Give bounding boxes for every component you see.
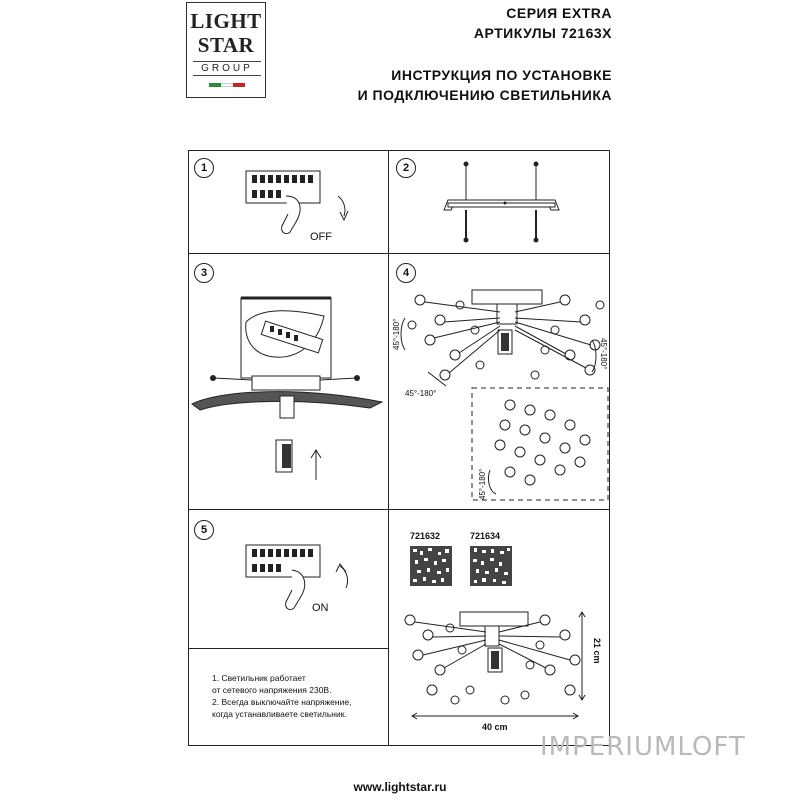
angle-label-right: 45°-180° [599,338,608,370]
width-dimension-label: 40 cm [482,722,508,732]
watermark: IMPERIUMLOFT [540,732,746,762]
title-line-1: ИНСТРУКЦИЯ ПО УСТАНОВКЕ [391,67,612,83]
step-2-badge: 2 [396,158,416,178]
logo-line-group: GROUP [193,61,261,76]
angle-label-bottom: 45°-180° [405,389,437,398]
note-line-3: 2. Всегда выключайте напряжение, [212,697,352,707]
step-3-badge: 3 [194,263,214,283]
article-code-2: 721634 [470,531,501,541]
logo-line-star: STAR [197,33,255,57]
step-4-badge: 4 [396,263,416,283]
height-dimension-label: 21 cm [592,638,602,664]
note-line-1: 1. Светильник работает [212,673,306,683]
series-text: СЕРИЯ EXTRA [506,5,612,21]
title-line-2: И ПОДКЛЮЧЕНИЮ СВЕТИЛЬНИКА [357,87,612,103]
on-label: ON [312,602,329,614]
step-1-badge: 1 [194,158,214,178]
note-line-2: от сетевого напряжения 230В. [212,685,332,695]
angle-label-detail: 45°-180° [478,468,487,500]
logo-line-light: LIGHT [190,9,262,33]
angle-label-left: 45°-180° [392,318,401,350]
step-5-badge: 5 [194,520,214,540]
article-code-1: 721632 [410,531,441,541]
off-label: OFF [310,231,332,243]
articles-text: АРТИКУЛЫ 72163X [473,25,612,41]
note-line-4: когда устанавливаете светильник. [212,709,347,719]
website-url: www.lightstar.ru [353,780,447,794]
